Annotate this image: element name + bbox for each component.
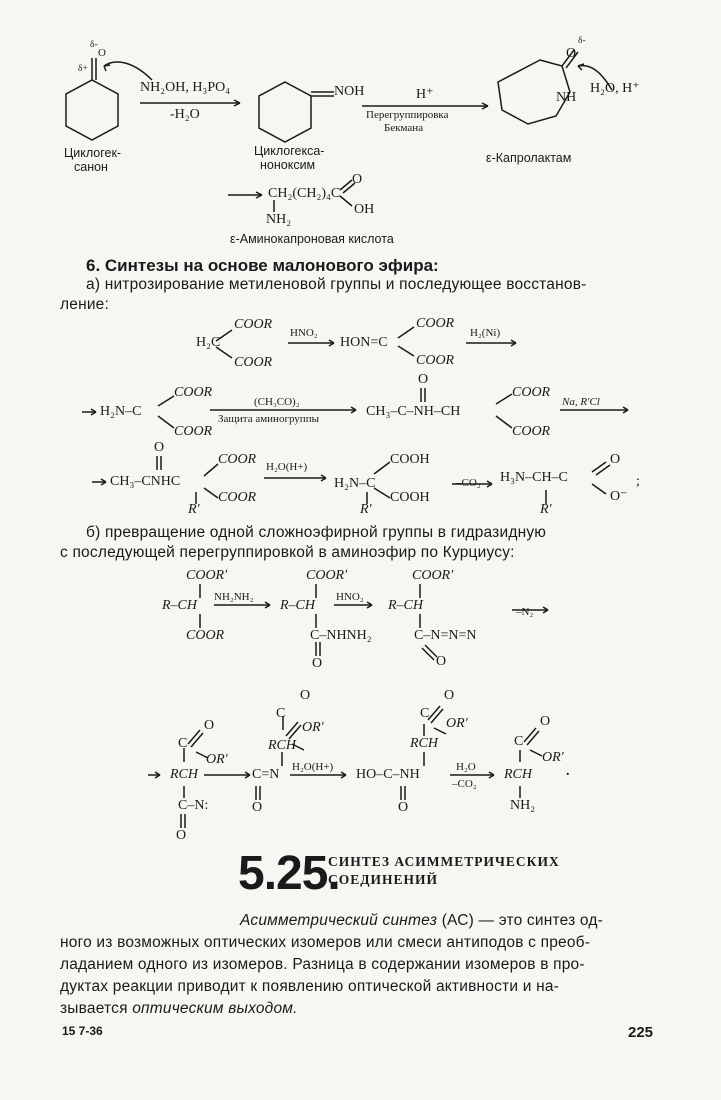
product-nh2: NH₂: [510, 798, 536, 813]
amine-h2n-c: H₂N–C: [100, 404, 142, 419]
paragraph-line-1: Асимметрический синтез (АС) — это синтез од-: [240, 912, 604, 929]
ketone-oxygen: O: [98, 47, 106, 59]
acetyl-oxygen: O: [418, 372, 429, 387]
isocyanate: C=N: [252, 767, 280, 782]
section-6b-line-2: с последующей перегруппировкой в аминоэфир по Курциусу:: [60, 544, 515, 561]
amine-h2n-c-2: H₂N–C: [334, 476, 376, 491]
paragraph-line-4: дуктах реакции приводит к появлению оптической активности и на-: [60, 978, 560, 995]
r-prime-1: R′: [188, 502, 200, 517]
iso-ester-or: OR′: [302, 720, 324, 735]
aminocaproic-o: O: [352, 172, 363, 187]
product-rch: RCH: [504, 767, 532, 782]
r-ch-2: R–CH: [280, 598, 315, 613]
reagent-hydrazine: NH₂NH₂: [214, 591, 254, 603]
alkylated-chain: CH₃–CNHC: [110, 474, 181, 489]
reagent-hydrolysis-a: H₂O(H+): [266, 461, 308, 473]
aminocaproic-chain: CH₂(CH₂)₄C: [268, 186, 341, 201]
cyclohexanone-ring: [66, 80, 118, 140]
ester-b-1: COOR: [186, 628, 225, 643]
paragraph-line-2: ного из возможных оптических изомеров или смеси антиподов с преоб-: [60, 934, 591, 951]
iso-rch: RCH: [268, 738, 296, 753]
delta-minus-lactam: δ-: [578, 36, 586, 46]
acid-bottom: COOH: [390, 490, 430, 505]
hydrazide-oxygen: O: [312, 656, 323, 671]
beckmann-rearrangement-1: Перегруппировка: [366, 109, 449, 121]
reagent-water: H₂O: [456, 761, 476, 773]
r-ch-3: R–CH: [388, 598, 423, 613]
acyl-azide: C–N=N=N: [414, 628, 477, 643]
ester-top-3: COOR: [174, 385, 213, 400]
amino-acid-zwitterion: H₃N–CH–C: [500, 470, 568, 485]
ester-prime-3: COOR′: [412, 568, 454, 583]
carb-ester-or: OR′: [446, 716, 468, 731]
acyl-nitrene: C–N:: [178, 798, 209, 813]
product-ester-o: O: [540, 714, 551, 729]
reagent-water-loss: -H₂O: [170, 107, 200, 122]
page-number: 225: [628, 1024, 654, 1041]
section-6-heading: 6. Синтезы на основе малонового эфира:: [86, 256, 439, 275]
acid-top: COOH: [390, 452, 430, 467]
acetyl-oxygen-2: O: [154, 440, 165, 455]
section-title-line-2: СОЕДИНЕНИЙ: [328, 872, 439, 887]
iso-ester-o: O: [300, 688, 311, 703]
label-oxime-1: Циклогекса-: [254, 144, 325, 158]
delta-minus-label: δ-: [90, 40, 98, 50]
carbamic-oxygen: O: [398, 800, 409, 815]
ester-bottom-5: COOR: [218, 490, 257, 505]
reagent-hno2-b: HNO₂: [336, 591, 364, 603]
section-title-line-1: СИНТЕЗ АСИММЕТРИЧЕСКИХ: [328, 854, 560, 869]
aminocaproic-nh2: NH₂: [266, 212, 292, 227]
printer-signature: 15 7-36: [62, 1024, 103, 1038]
ester-bottom-1: COOR: [234, 355, 273, 370]
reagent-hydroxylamine: NH₂OH, H₃PO₄: [140, 80, 231, 95]
ester-bottom-3: COOR: [174, 424, 213, 439]
reagent-h2-ni: H₂(Ni): [470, 327, 501, 339]
ester-bottom-2: COOR: [416, 353, 455, 368]
isocyanate-oxygen: O: [252, 800, 263, 815]
ester-prime-2: COOR′: [306, 568, 348, 583]
cyclohexanone-oxime-ring: [259, 82, 311, 142]
amino-protection-label: Защита аминогруппы: [218, 413, 319, 425]
section-6a-line-2: ление:: [60, 296, 110, 313]
carb-ester-o: O: [444, 688, 455, 703]
section-number: 5.25.: [238, 847, 340, 900]
carboxylate-o: O: [610, 452, 621, 467]
malonate-h2c: H₂C: [196, 335, 221, 350]
nitrene-rch: RCH: [170, 767, 198, 782]
delta-plus-label: δ+: [78, 64, 88, 74]
carbamic-acid: HO–C–NH: [356, 767, 420, 782]
reagent-na-rcl: Na, R′Cl: [562, 396, 600, 408]
carb-rch: RCH: [410, 736, 438, 751]
acid-catalyst: H⁺: [416, 87, 434, 102]
beckmann-rearrangement-2: Бекмана: [384, 122, 424, 134]
section-6a-line-1: а) нитрозирование метиленовой группы и последующее восстанов-: [86, 276, 587, 293]
ester-top-4: COOR: [512, 385, 551, 400]
paragraph-line-5: зывается оптическим выходом.: [60, 1000, 298, 1017]
label-cyclohexanone-2: санон: [74, 160, 108, 174]
r-prime-3: R′: [540, 502, 552, 517]
lactam-oxygen: O: [566, 46, 577, 61]
reagent-hno2-a: HNO₂: [290, 327, 318, 339]
r-prime-2: R′: [360, 502, 372, 517]
ester-top-1: COOR: [234, 317, 273, 332]
acetamido-chain: CH₃–C–NH–CH: [366, 404, 461, 419]
reagent-acetic-anhydride: (CH₃CO)₂: [254, 396, 300, 408]
term-asymmetric-synthesis: Асимметрический синтез: [240, 912, 438, 929]
oxime-group: NOH: [334, 84, 365, 99]
lactam-nh: NH: [556, 90, 577, 105]
paragraph-line-3: ладанием одного из изомеров. Разница в содержании изомеров в про-: [60, 956, 585, 973]
r-ch-1: R–CH: [162, 598, 197, 613]
ester-prime-1: COOR′: [186, 568, 228, 583]
label-oxime-2: ноноксим: [260, 158, 316, 172]
section-6b-line-1: б) превращение одной сложноэфирной группы в гидразидную: [86, 524, 547, 541]
nitrogen-loss: –N₂: [516, 606, 534, 618]
hydrazide: C–NHNH₂: [310, 628, 372, 643]
label-cyclohexanone-1: Циклогек-: [64, 146, 122, 160]
aminocaproic-oh: OH: [354, 202, 375, 217]
nitrene-oxygen: O: [176, 828, 187, 843]
hydrolysis-reagent: H₂O, H⁺: [590, 81, 640, 96]
label-caprolactam: ε-Капролактам: [486, 151, 572, 165]
carboxylate-o-minus: O⁻: [610, 489, 628, 504]
decarboxylation-b: –CO₂: [452, 778, 477, 790]
azide-oxygen: O: [436, 654, 447, 669]
ester-top-5: COOR: [218, 452, 257, 467]
product-ester-or: OR′: [542, 750, 564, 765]
ester-top-2: COOR: [416, 316, 455, 331]
label-aminocaproic-acid: ε-Аминокапроновая кислота: [230, 232, 394, 246]
reagent-hydrolysis-b: H₂O(H+): [292, 761, 334, 773]
term-optical-yield: оптическим выходом.: [132, 1000, 298, 1017]
decarboxylation-a: –CO₂: [456, 477, 481, 489]
ester-bottom-4: COOR: [512, 424, 551, 439]
oxime-hon-c: HON=C: [340, 335, 388, 350]
nitrene-ester-o: O: [204, 718, 215, 733]
nitrene-ester-or: OR′: [206, 752, 228, 767]
